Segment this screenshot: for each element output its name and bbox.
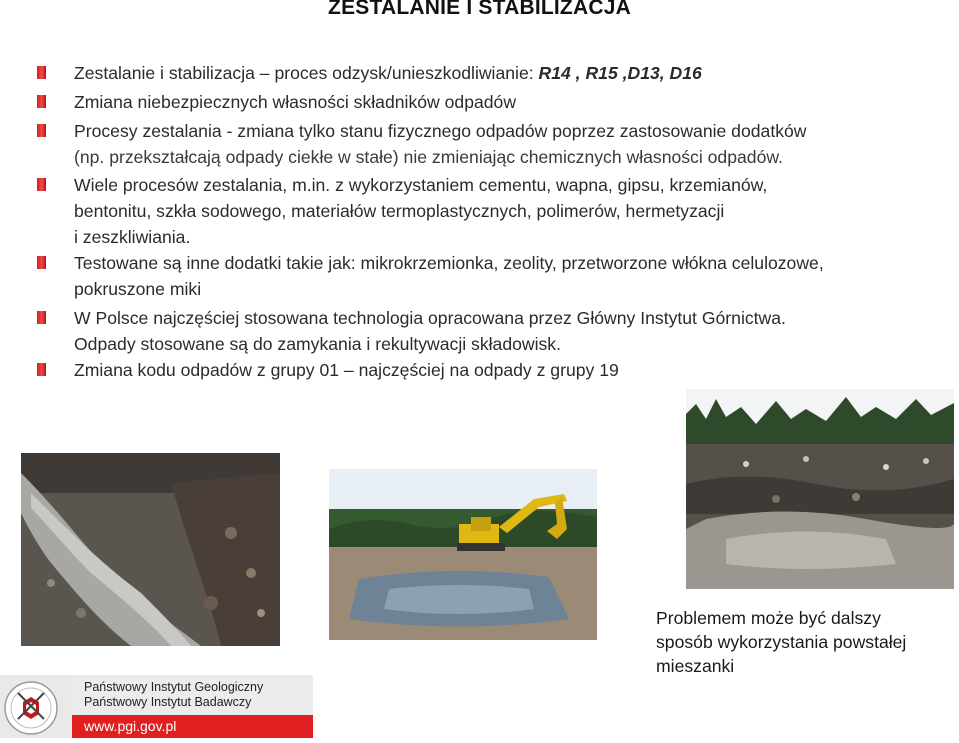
bullet-text-line: Testowane są inne dodatki takie jak: mikrokrzemionka, zeolity, przetworzone włókna celulozowe, (74, 253, 824, 273)
website-link[interactable]: www.pgi.gov.pl (84, 718, 177, 734)
photo-caption (656, 606, 952, 678)
footer-logo-area (0, 675, 72, 738)
caption-line: Problemem może być dalszy (656, 608, 881, 628)
bullet-item (74, 118, 944, 170)
footer-bar (72, 675, 313, 738)
bullet-text-line: i zeszkliwiania. (74, 227, 191, 247)
bullet-item (74, 60, 944, 86)
bullet-item (74, 357, 944, 383)
bullet-marker-icon (37, 256, 46, 269)
bullet-text-line: Odpady stosowane są do zamykania i rekultywacji składowisk. (74, 334, 561, 354)
bullet-text-line: Procesy zestalania - zmiana tylko stanu fizycznego odpadów poprzez zastosowanie dodatków (74, 121, 807, 141)
slide-title: ZESTALANIE I STABILIZACJA (328, 0, 631, 19)
bullet-marker-icon (37, 363, 46, 376)
bullet-text: Zestalanie i stabilizacja – proces odzysk/unieszkodliwianie: (74, 63, 539, 83)
caption-line: mieszanki (656, 656, 735, 676)
landfill-photo (686, 389, 954, 589)
bullet-marker-icon (37, 95, 46, 108)
excavator-photo (329, 469, 597, 640)
bullet-item (74, 250, 944, 302)
recovery-codes: R14 , R15 ,D13, D16 (538, 63, 702, 83)
bullet-text-line: (np. przekształcają odpady ciekłe w stałe) nie zmieniając chemicznych własności odpadów. (74, 147, 783, 167)
bullet-text-line: bentonitu, szkła sodowego, materiałów termoplastycznych, polimerów, hermetyzacji (74, 201, 725, 221)
bullet-marker-icon (37, 66, 46, 79)
bullet-text: Zmiana niebezpiecznych własności składników odpadów (74, 92, 517, 112)
institute-name: Państwowy Instytut Geologiczny (84, 680, 264, 694)
bullet-marker-icon (37, 178, 46, 191)
bullet-item (74, 89, 944, 115)
bullet-marker-icon (37, 124, 46, 137)
caption-line: sposób wykorzystania powstałej (656, 632, 907, 652)
bullet-text-line: W Polsce najczęściej stosowana technologia opracowana przez Główny Instytut Górnictwa. (74, 308, 786, 328)
footer-url-strip (72, 715, 313, 738)
institute-subtitle: Państwowy Instytut Badawczy (84, 695, 252, 709)
bullet-item (74, 172, 944, 250)
bullet-text-line: Wiele procesów zestalania, m.in. z wykorzystaniem cementu, wapna, gipsu, krzemianów, (74, 175, 768, 195)
bullet-marker-icon (37, 311, 46, 324)
pgi-logo-icon (0, 675, 72, 738)
waste-sludge-photo (21, 453, 280, 646)
bullet-text: Zmiana kodu odpadów z grupy 01 – najczęściej na odpady z grupy 19 (74, 360, 619, 380)
bullet-text-line: pokruszone miki (74, 279, 202, 299)
bullet-item (74, 305, 944, 357)
